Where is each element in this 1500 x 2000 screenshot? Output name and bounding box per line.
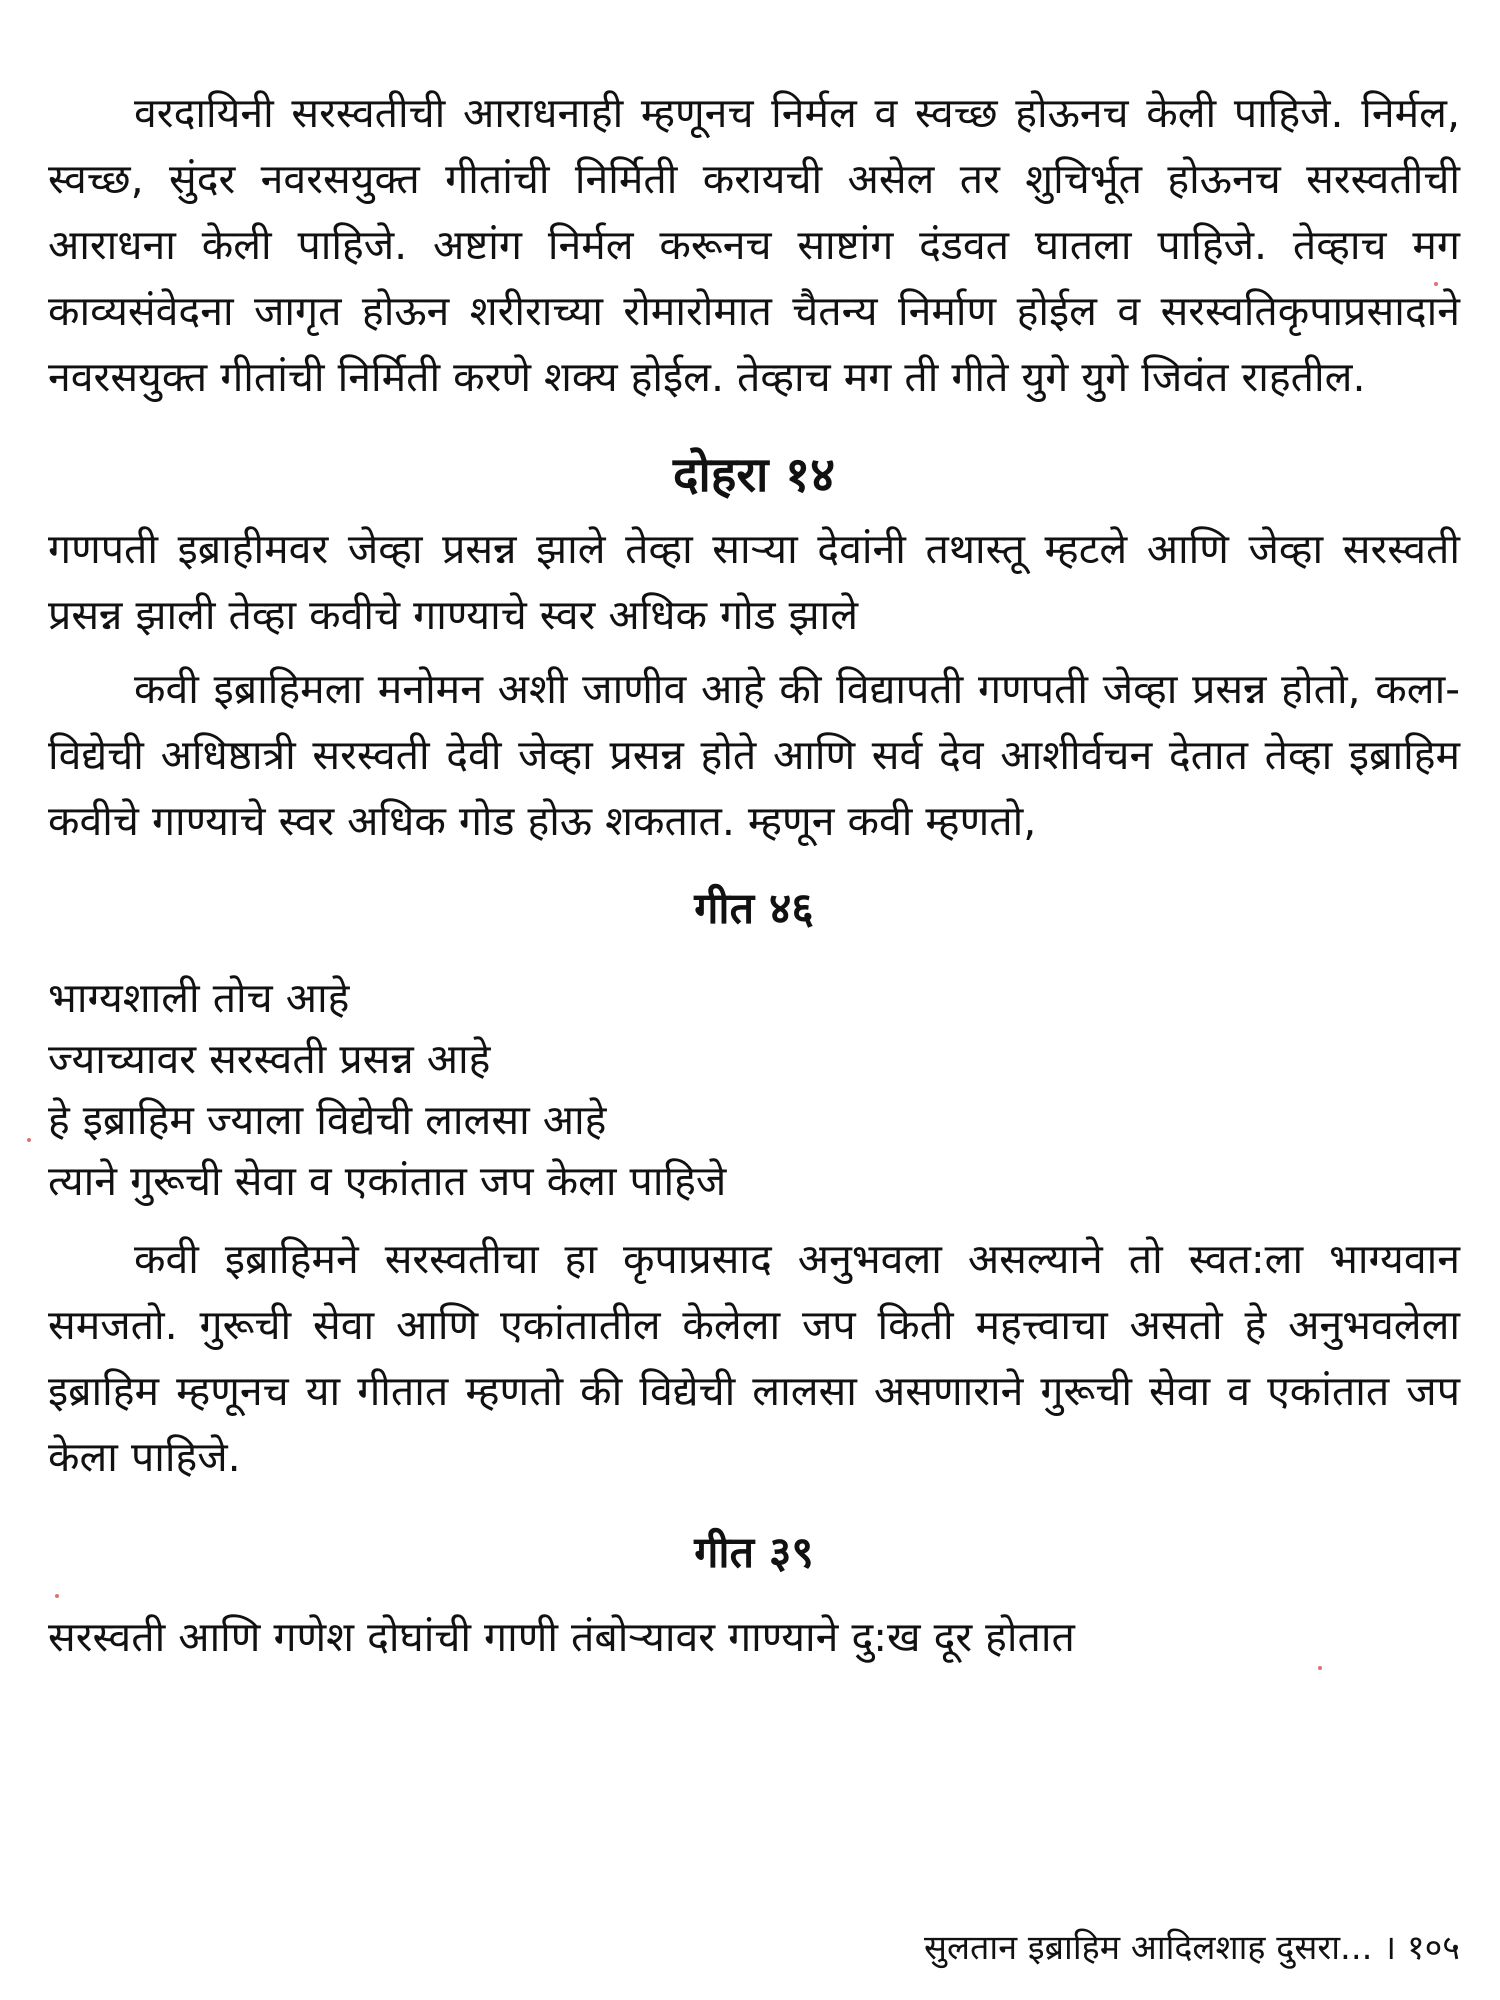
- verse-line: हे इब्राहिम ज्याला विद्येची लालसा आहे: [48, 1096, 607, 1144]
- paragraph-intro: वरदायिनी सरस्वतीची आराधनाही म्हणूनच निर्मल व स्वच्छ होऊनच केली पाहिजे. निर्मल, स्वच्छ, सुंदर नवरसयुक्त गीतांची निर्मिती करायची असेल तर शुचिर्भूत होऊनच सरस्वतीची आराधना केली पाहिजे. अष्टांग निर्मल करूनच साष्टांग दंडवत घातला पाहिजे. तेव्हाच मग काव्यसंवेदना जागृत होऊन शरीराच्या रोमारोमात चैतन्य निर्माण होईल व सरस्वतिकृपाप्रसादाने नवरसयुक्त गीतांची निर्मिती करणे शक्य होईल. तेव्हाच मग ती गीते युगे युगे जिवंत राहतील.: [48, 89, 1460, 401]
- paragraph-geet-39: सरस्वती आणि गणेश दोघांची गाणी तंबोऱ्यावर गाण्याने दु:ख दूर होतात: [48, 1613, 1075, 1661]
- verse-line: त्याने गुरूची सेवा व एकांतात जप केला पाहिजे: [48, 1157, 727, 1205]
- heading-geet-39: गीत ३९: [694, 1528, 814, 1578]
- verse-line: ज्याच्यावर सरस्वती प्रसन्न आहे: [48, 1035, 491, 1083]
- paragraph-doha: गणपती इब्राहीमवर जेव्हा प्रसन्न झाले तेव्हा साऱ्या देवांनी तथास्तू म्हटले आणि जेव्हा सरस्वती प्रसन्न झाली तेव्हा कवीचे गाण्याचे स्वर अधिक गोड झाले: [48, 525, 1460, 639]
- verse-block: [48, 968, 1460, 1212]
- print-fleck: [55, 1594, 59, 1598]
- print-fleck: [1318, 1666, 1322, 1670]
- paragraph-commentary: कवी इब्राहिमने सरस्वतीचा हा कृपाप्रसाद अनुभवला असल्याने तो स्वत:ला भाग्यवान समजतो. गुरूची सेवा आणि एकांतातील केलेला जप किती महत्त्वाचा असतो हे अनुभवलेला इब्राहिम म्हणूनच या गीतात म्हणतो की विद्येची लालसा असणाराने गुरूची सेवा व एकांतात जप केला पाहिजे.: [48, 1235, 1460, 1481]
- document-page: [48, 80, 1460, 1980]
- paragraph-explanation: कवी इब्राहिमला मनोमन अशी जाणीव आहे की विद्यापती गणपती जेव्हा प्रसन्न होतो, कला-विद्येची अधिष्ठात्री सरस्वती देवी जेव्हा प्रसन्न होते आणि सर्व देव आशीर्वचन देतात तेव्हा इब्राहिम कवीचे गाण्याचे स्वर अधिक गोड होऊ शकतात. म्हणून कवी म्हणतो,: [48, 665, 1460, 845]
- print-fleck: [27, 1138, 31, 1142]
- page-footer: सुलतान इब्राहिम आदिलशाह दुसरा... । १०५: [924, 1928, 1460, 1968]
- heading-geet-46: गीत ४६: [694, 884, 814, 934]
- print-fleck: [1434, 282, 1438, 286]
- verse-line: भाग्यशाली तोच आहे: [48, 974, 350, 1022]
- heading-doha-14: दोहरा १४: [672, 447, 836, 503]
